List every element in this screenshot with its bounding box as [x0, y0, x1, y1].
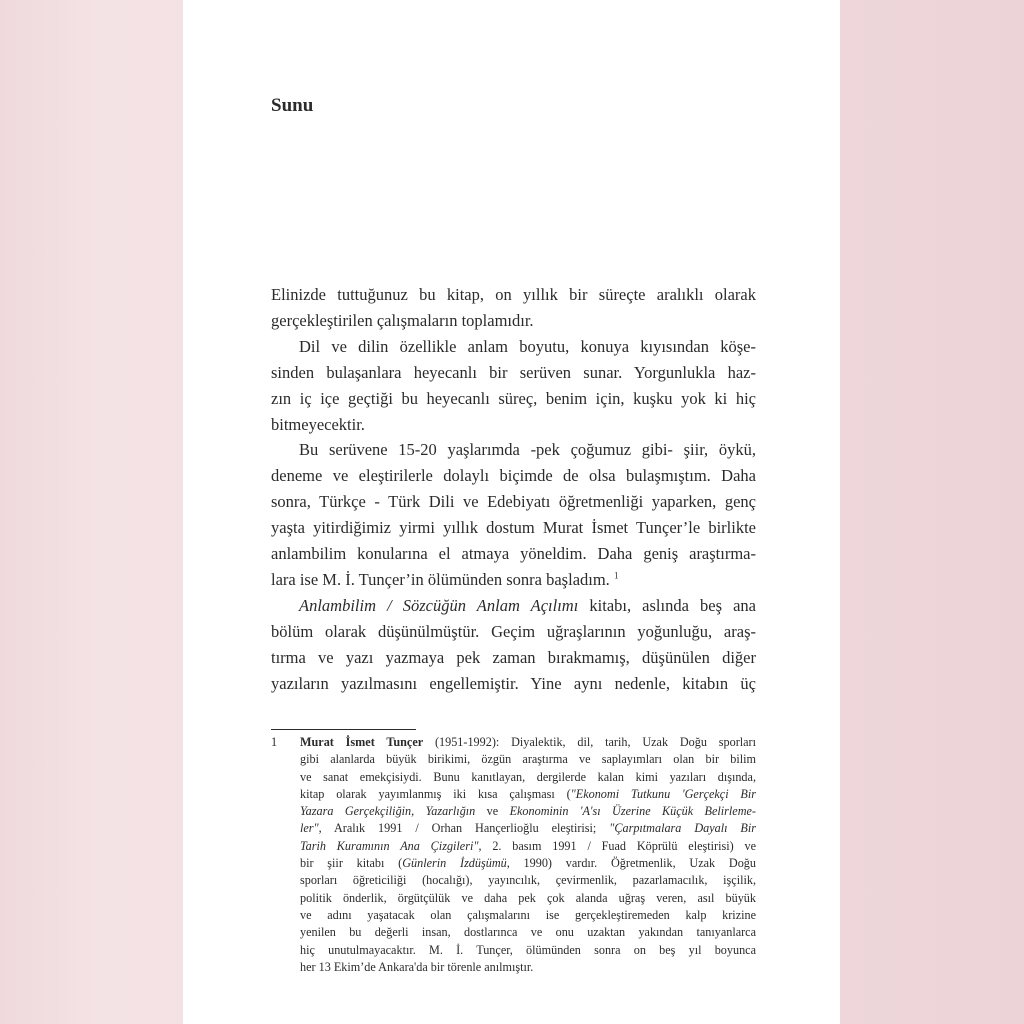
footnote-text-segment: , Aralık 1991 / Orhan Hançerlioğlu eleştirisi; — [318, 821, 610, 836]
line-text: sonra, Türkçe - Türk Dili ve Edebiyatı öğretmenliği yaparken, genç — [271, 492, 756, 512]
text-line — [271, 334, 756, 360]
footnote-text-segment: hiç unutulmayacaktır. M. İ. Tunçer, ölümünden sonra on beş yıl boyunca — [300, 942, 756, 957]
footnote-line — [300, 769, 756, 786]
text-line — [271, 515, 756, 541]
footnote-line — [300, 907, 756, 924]
footnote-text-segment: ve — [475, 804, 510, 819]
footnote-text — [300, 734, 756, 976]
footnote-text-segment: kitap olarak yayımlanmış iki kısa çalışması ( — [300, 786, 571, 801]
footnote-line — [300, 959, 756, 976]
italic-text: "Ekonomi Tutkunu 'Gerçekçi Bir — [570, 786, 756, 801]
footnote-line — [300, 734, 756, 751]
text-line — [271, 619, 756, 645]
italic-text: Anlambilim / Sözcüğün Anlam Açılımı — [299, 595, 579, 615]
body-text — [271, 282, 756, 697]
footnote-line — [300, 890, 756, 907]
line-text: anlambilim konularına el atmaya yöneldim. Daha geniş araştırma- — [271, 544, 756, 564]
text-line — [271, 412, 756, 438]
line-text: sinden bulaşanlara heyecanlı bir serüven sunar. Yorgunlukla haz- — [271, 362, 756, 382]
footnote-reference: 1 — [613, 570, 619, 581]
line-text: tırma ve yazı yazmaya pek zaman bırakmamış, düşünülen diğer — [271, 647, 756, 667]
footnote-line — [300, 803, 756, 820]
paragraph — [271, 334, 756, 438]
footnote-text-segment: bir şiir kitabı ( — [300, 856, 403, 871]
footnote-line — [300, 751, 756, 768]
italic-text: Tarih Kuramının Ana Çizgileri" — [300, 838, 479, 853]
page-title: Sunu — [271, 95, 314, 116]
line-text: bölüm olarak düşünülmüştür. Geçim uğraşlarının yoğunluğu, araş- — [271, 621, 756, 641]
footnote-line — [300, 872, 756, 889]
italic-text: ler" — [300, 821, 319, 836]
line-text: Elinizde tuttuğunuz bu kitap, on yıllık bir süreçte aralıklı olarak — [271, 285, 756, 304]
book-page — [183, 0, 840, 1024]
line-text: deneme ve eleştirilerle dolaylı biçimde de olsa bulaşmıştım. Daha — [271, 466, 756, 486]
text-line — [271, 463, 756, 489]
bold-text: Murat İsmet Tunçer — [300, 735, 424, 749]
footnote-text-segment: , 2. basım 1991 / Fuad Köprülü eleştirisi) ve — [478, 838, 756, 853]
italic-text: "Çarpıtmalara Dayalı Bir — [609, 821, 757, 836]
line-text: Bu serüvene 15-20 yaşlarımda -pek çoğumuz gibi- şiir, öykü, — [299, 440, 756, 460]
line-text: lara ise M. İ. Tunçer’in ölümünden sonra başladım. — [271, 569, 610, 589]
footnote-divider — [271, 729, 416, 730]
footnote-text-segment: ve sanat emekçisiydi. Bunu kanıtlayan, dergilerde kalan kimi yazıları dışında, — [300, 769, 756, 784]
footnote-line — [300, 942, 756, 959]
paragraph — [271, 593, 756, 697]
line-text: gerçekleştirilen çalışmaların toplamıdır. — [271, 310, 534, 330]
footnote-text-segment: (1951-1992): Diyalektik, dil, tarih, Uzak Doğu sporları — [423, 735, 756, 749]
line-text: yaşta yitirdiğimiz yirmi yıllık dostum Murat İsmet Tunçer’le birlikte — [271, 518, 756, 538]
footnote-text-segment: ve adını yaşatacak olan çalışmalarını ise gerçekleştiremeden kalp krizine — [300, 907, 756, 922]
footnote-line — [300, 924, 756, 941]
italic-text: Yazara Gerçekçiliğin, Yazarlığın — [300, 804, 476, 819]
footnote-line — [300, 820, 756, 837]
text-line — [271, 308, 756, 334]
line-text: Dil ve dilin özellikle anlam boyutu, konuya kıyısından köşe- — [299, 336, 756, 356]
footnote-text-segment: sporları öğreticiliği (hocalığı), yayıncılık, çevirmenlik, pazarlamacılık, işçilik, — [300, 873, 756, 888]
footnote-text-segment: her 13 Ekim’de Ankara'da bir törenle anılmıştır. — [300, 959, 534, 974]
text-line — [271, 282, 756, 308]
footnote-text-segment: politik önderlik, örgütçülük ve daha pek çok alanda uğraş veren, asıl büyük — [300, 890, 756, 905]
text-line — [271, 489, 756, 515]
text-line — [271, 541, 756, 567]
text-line — [271, 437, 756, 463]
paragraph — [271, 437, 756, 592]
text-line — [271, 671, 756, 697]
footnote-line — [300, 838, 756, 855]
text-line — [271, 386, 756, 412]
text-line — [271, 567, 756, 593]
footnote-line — [300, 786, 756, 803]
text-line — [271, 645, 756, 671]
line-text: bitmeyecektir. — [271, 414, 365, 434]
footnote-number: 1 — [271, 735, 278, 749]
text-line — [271, 360, 756, 386]
footnote-text-segment: yenilen bu değerli insan, dostlarınca ve onu uzaktan yakından tanıyanlarca — [300, 925, 756, 940]
italic-text: Ekonominin 'A'sı Üzerine Küçük Belirleme- — [509, 804, 756, 819]
italic-text: Günlerin İzdüşümü, — [402, 856, 510, 871]
text-line — [271, 593, 756, 619]
line-text: yazıların yazılmasını engellemiştir. Yine aynı nedenle, kitabın üç — [271, 673, 756, 693]
footnote-text-segment: gibi alanlarda büyük birikimi, özgün araştırma ve saplayımları olan bir bilim — [300, 752, 756, 767]
line-text: kitabı, aslında beş ana — [578, 595, 756, 615]
line-text: zın iç içe geçtiği bu heyecanlı süreç, benim için, kuşku yok ki hiç — [271, 388, 756, 408]
footnote-line — [300, 855, 756, 872]
paragraph — [271, 282, 756, 334]
footnote-text-segment: 1990) vardır. Öğretmenlik, Uzak Doğu — [509, 856, 756, 871]
